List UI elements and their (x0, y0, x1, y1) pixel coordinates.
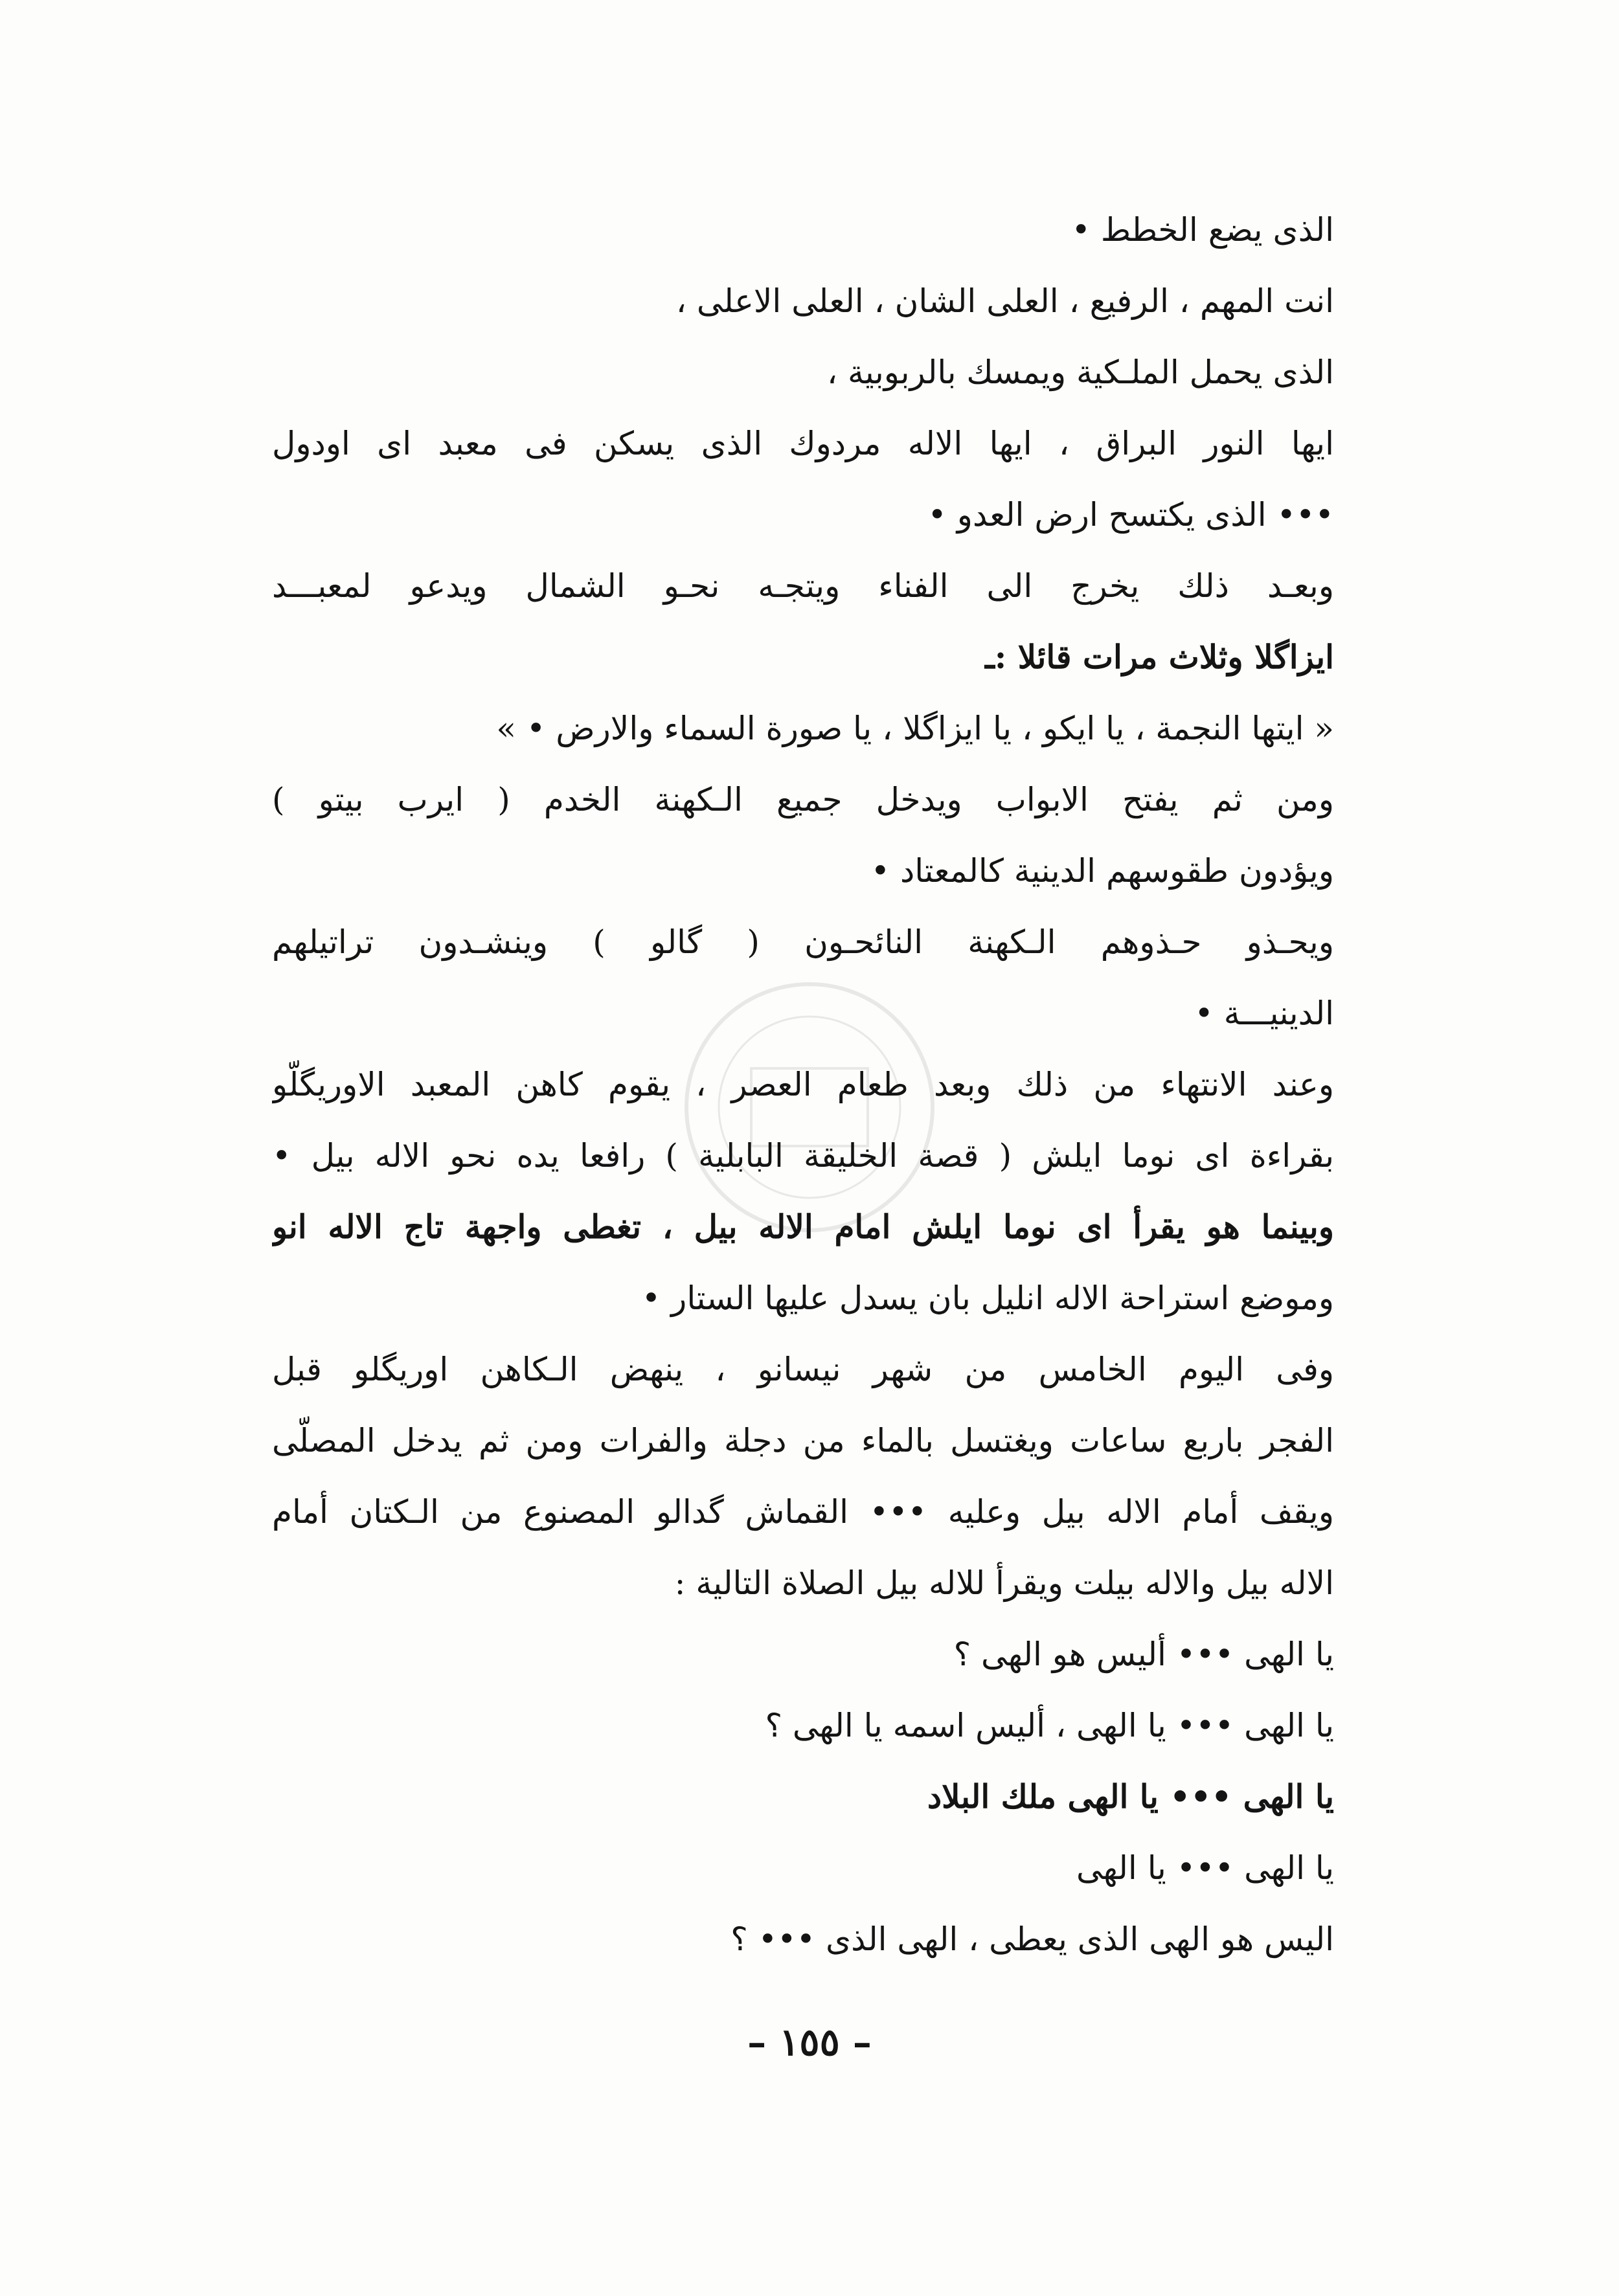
text-line: الدينيـــة • (1194, 995, 1334, 1032)
text-line: ايزاگلا وثلاث مرات قائلا :ـ (985, 638, 1334, 676)
text-line: ويحـذو حـذوهم الـكهنة النائحـون ( گالو ) وينشـدون تراتيلهم (272, 923, 1334, 961)
text-line: بقراءة اى نوما ايلش ( قصة الخليقة البابلية ) رافعا يده نحو الاله بيل • (272, 1137, 1334, 1175)
text-line: وموضع استراحة الاله انليل بان يسدل عليها الستار • (641, 1279, 1334, 1317)
text-line: وعند الانتهاء من ذلك وبعد طعام العصر ، يقوم كاهن المعبد الاوريگلّو (272, 1066, 1334, 1103)
text-line: الذى يضع الخطط • (1071, 211, 1334, 249)
text-line: الاله بيل والاله بيلت ويقرأ للاله بيل الصلاة التالية : (674, 1564, 1334, 1602)
text-line: وبينما هو يقرأ اى نوما ايلش امام الاله بيل ، تغطى واجهة تاج الاله انو (272, 1208, 1334, 1246)
text-line: وفى اليوم الخامس من شهر نيسانو ، ينهض الـكاهن اوريگلو قبل (272, 1351, 1334, 1388)
text-line: انت المهم ، الرفيع ، العلى الشان ، العلى الاعلى ، (675, 282, 1334, 320)
text-line: ويقف أمام الاله بيل وعليه ••• القماش گدالو المصنوع من الـكتان أمام (272, 1493, 1334, 1531)
text-line: اليس هو الهى الذى يعطى ، الهى الذى ••• ؟ (730, 1920, 1334, 1958)
text-line: الذى يحمل الملـكية ويمسك بالربوبية ، (826, 354, 1334, 391)
text-line: ومن ثم يفتح الابواب ويدخل جميع الـكهنة الخدم ( ايرب بيتو ) (272, 781, 1334, 818)
text-line: ايها النور البراق ، ايها الاله مردوك الذى يسكن فى معبد اى اودول (272, 425, 1334, 462)
text-line: الفجر باربع ساعات ويغتسل بالماء من دجلة والفرات ومن ثم يدخل المصلّى (272, 1422, 1334, 1459)
text-line: يا الهى ••• يا الهى ملك البلاد (927, 1777, 1334, 1816)
text-line: ويؤدون طقوسهم الدينية كالمعتاد • (870, 852, 1334, 890)
text-line: يا الهى ••• يا الهى (1076, 1849, 1334, 1887)
text-line: يا الهى ••• أليس هو الهى ؟ (953, 1636, 1334, 1673)
text-line: ••• الذى يكتسح ارض العدو • (927, 496, 1334, 534)
text-line: يا الهى ••• يا الهى ، أليس اسمه يا الهى ؟ (765, 1707, 1334, 1744)
page-number: – ١٥٥ – (747, 2020, 872, 2064)
text-line: « ايتها النجمة ، يا ايكو ، يا ايزاگلا ، يا صورة السماء والارض • » (496, 710, 1334, 747)
text-line: وبعـد ذلك يخرج الى الفناء ويتجـه نحـو الشمال ويدعو لمعبـــد (272, 567, 1334, 605)
